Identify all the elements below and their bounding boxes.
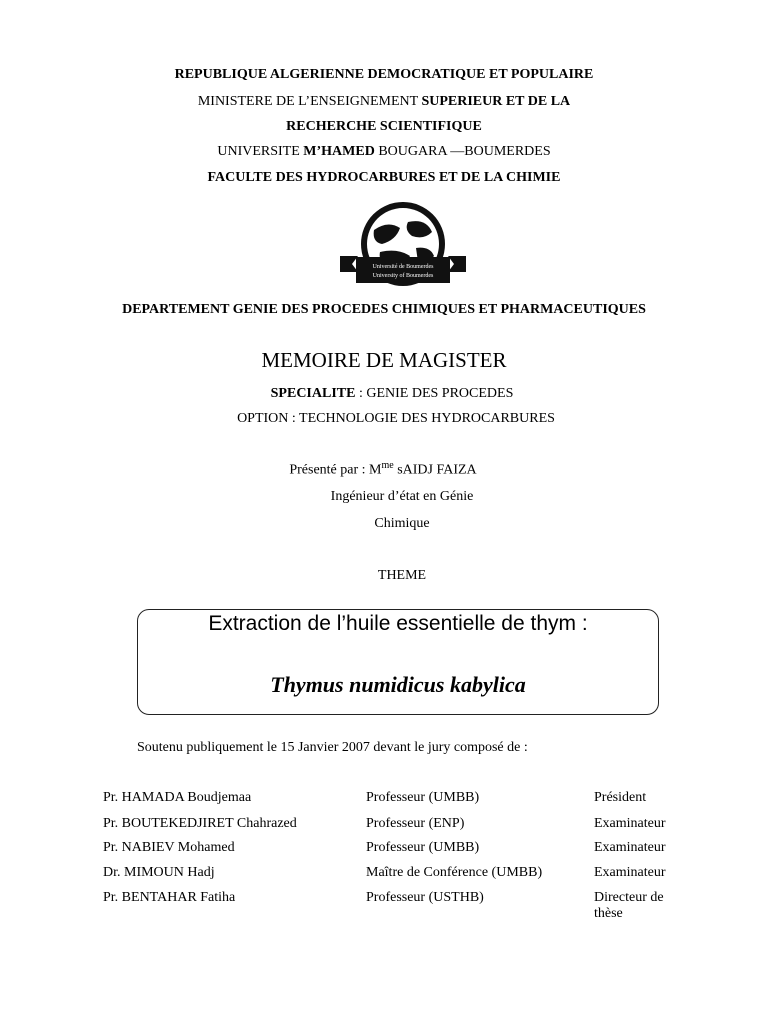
jury-grade: Professeur (UMBB) [366, 840, 480, 855]
ingenieur-line1: Ingénieur d’état en Génie [330, 489, 474, 504]
soutenu-text: Soutenu publiquement le 15 Janvier 2007 devant le jury composé de : [137, 740, 528, 755]
theme-box [137, 609, 659, 715]
presente-label: Présenté par : M [289, 462, 382, 478]
header-faculty: FACULTE DES HYDROCARBURES ET DE LA CHIMIE [207, 170, 561, 185]
header-university [0, 144, 768, 160]
ministry-part1: MINISTERE DE L’ENSEIGNEMENT [197, 94, 418, 109]
jury-role: Président [594, 790, 647, 805]
university-name-bold: M’HAMED [303, 144, 375, 159]
ingenieur-line2: Chimique [374, 516, 430, 531]
university-name-rest: BOUGARA —BOUMERDES [378, 144, 551, 159]
logo-text-en: University of Boumerdes [372, 273, 434, 279]
jury-role: Directeur de thèse [594, 890, 664, 921]
jury-role: Examinateur [594, 816, 666, 831]
jury-grade: Professeur (USTHB) [366, 890, 484, 905]
theme-label: THEME [377, 568, 427, 583]
header-research: RECHERCHE SCIENTIFIQUE [286, 119, 482, 134]
memoire-title: MEMOIRE DE MAGISTER [261, 348, 507, 372]
header-republic: REPUBLIQUE ALGERIENNE DEMOCRATIQUE ET POPULAIRE [174, 67, 594, 82]
jury-grade: Professeur (ENP) [366, 816, 465, 831]
jury-name: Pr. NABIEV Mohamed [103, 840, 235, 855]
university-label: UNIVERSITE [217, 144, 300, 159]
specialite-label: SPECIALITE [270, 386, 356, 401]
jury-name: Dr. MIMOUN Hadj [103, 865, 215, 880]
specialite-value: : GENIE DES PROCEDES [355, 386, 514, 401]
theme-species: Thymus numidicus kabylica [270, 672, 526, 697]
jury-name: Pr. BOUTEKEDJIRET Chahrazed [103, 816, 297, 831]
logo-text-fr: Université de Boumerdes [372, 264, 434, 270]
jury-grade: Professeur (UMBB) [366, 790, 480, 805]
presente-sup: me [381, 460, 394, 471]
header-ministry [0, 94, 768, 110]
university-logo [338, 200, 468, 292]
ministry-part2: SUPERIEUR ET DE LA [421, 94, 571, 109]
theme-title: Extraction de l’huile essentielle de thym : [208, 612, 588, 635]
presente-par [0, 460, 767, 479]
option: OPTION : TECHNOLOGIE DES HYDROCARBURES [237, 411, 555, 426]
presente-name: sAIDJ FAIZA [393, 462, 477, 478]
department: DEPARTEMENT GENIE DES PROCEDES CHIMIQUES ET PHARMACEUTIQUES [122, 302, 646, 317]
jury-grade: Maître de Conférence (UMBB) [366, 865, 543, 880]
specialite [8, 386, 768, 402]
jury-name: Pr. HAMADA Boudjemaa [103, 790, 252, 805]
jury-role: Examinateur [594, 865, 666, 880]
jury-name: Pr. BENTAHAR Fatiha [103, 890, 236, 905]
jury-role: Examinateur [594, 840, 666, 855]
